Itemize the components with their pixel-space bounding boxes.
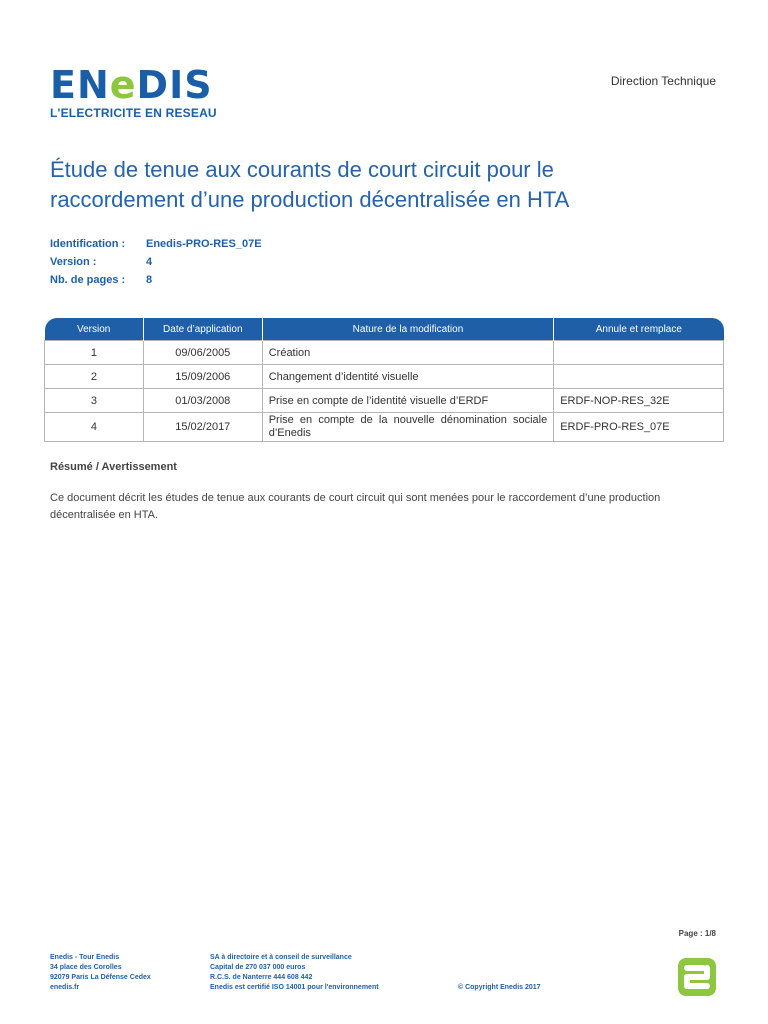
page-number: Page : 1/8: [678, 929, 716, 938]
table-row: [45, 341, 724, 365]
cell-nature: Création: [262, 341, 554, 365]
cell-annule: [554, 341, 724, 365]
cell-annule: ERDF-NOP-RES_32E: [554, 389, 724, 413]
document-title: Étude de tenue aux courants de court circuit pour le raccordement d’une production décentralisée en HTA: [50, 157, 570, 212]
footer-legal: [210, 953, 379, 993]
header-annule: Annule et remplace: [554, 318, 724, 341]
identification-label: Identification :: [50, 238, 126, 250]
cell-date: 09/06/2005: [143, 341, 262, 365]
header-nature: Nature de la modification: [262, 318, 554, 341]
version-label: Version :: [50, 256, 97, 268]
enedis-e-icon: [678, 958, 716, 996]
header-direction: Direction Technique: [610, 74, 716, 88]
pages-value: 8: [146, 274, 153, 286]
version-value: 4: [146, 256, 153, 268]
pages-label: Nb. de pages :: [50, 274, 126, 286]
revision-table: [44, 318, 724, 442]
footer-line: Enedis - Tour Enedis: [50, 954, 120, 961]
table-header-row: [45, 318, 724, 341]
cell-nature: Changement d’identité visuelle: [262, 365, 554, 389]
footer-line: Enedis est certifié ISO 14001 pour l'environnement: [210, 984, 379, 991]
cell-version: 2: [45, 365, 144, 389]
table-row: [45, 365, 724, 389]
cell-date: 01/03/2008: [143, 389, 262, 413]
header-version: Version: [45, 318, 144, 341]
footer-line: 34 place des Corolles: [50, 964, 122, 971]
enedis-logo: [50, 63, 220, 122]
resume-paragraph: Ce document décrit les études de tenue aux courants de court circuit qui sont menées pour le raccordement d’une production décentralisée en HTA.: [50, 492, 661, 521]
cell-nature: Prise en compte de la nouvelle dénomination sociale d’Enedis: [262, 413, 554, 442]
identification-value: Enedis-PRO-RES_07E: [146, 238, 262, 250]
table-row: [45, 413, 724, 442]
footer-copyright: © Copyright Enedis 2017: [458, 984, 541, 991]
logo-wordmark: ENeDIS: [50, 63, 213, 107]
cell-nature: Prise en compte de l’identité visuelle d’ERDF: [262, 389, 554, 413]
footer-line: SA à directoire et à conseil de surveillance: [210, 954, 352, 961]
cell-version: 3: [45, 389, 144, 413]
cell-annule: ERDF-PRO-RES_07E: [554, 413, 724, 442]
cell-version: 4: [45, 413, 144, 442]
cell-annule: [554, 365, 724, 389]
cell-date: 15/02/2017: [143, 413, 262, 442]
logo-tagline: L'ELECTRICITE EN RESEAU: [50, 106, 217, 120]
footer-address: [50, 953, 151, 993]
footer-link[interactable]: enedis.fr: [50, 984, 80, 991]
footer-line: R.C.S. de Nanterre 444 608 442: [210, 974, 313, 981]
cell-version: 1: [45, 341, 144, 365]
footer-line: Capital de 270 037 000 euros: [210, 964, 306, 971]
footer-line: 92079 Paris La Défense Cedex: [50, 974, 151, 981]
header-date: Date d’application: [143, 318, 262, 341]
cell-date: 15/09/2006: [143, 365, 262, 389]
table-row: [45, 389, 724, 413]
resume-heading: Résumé / Avertissement: [50, 461, 177, 473]
